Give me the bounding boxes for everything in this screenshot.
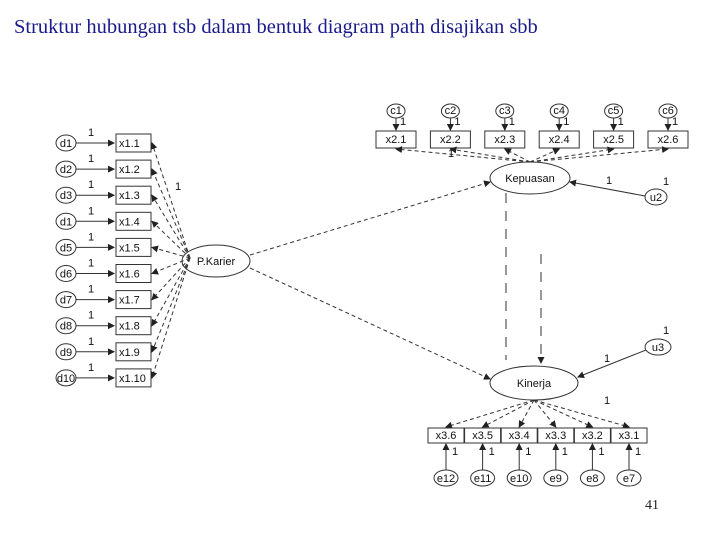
error-label: e12: [436, 473, 456, 485]
error-label: c4: [553, 105, 566, 117]
kinerja-loading-fix: 1: [604, 395, 611, 407]
error-label: c1: [390, 105, 402, 117]
indicator-label: x2.6: [657, 134, 679, 146]
loading-arrow: [152, 258, 190, 378]
path-karier-to-kinerja: [250, 268, 490, 379]
karier-indicators: [56, 127, 190, 387]
disturbance-u3-label: u3: [651, 342, 665, 354]
error-weight-label: 1: [598, 446, 605, 458]
error-weight-label: 1: [88, 309, 95, 322]
loading-arrow: [152, 258, 190, 352]
error-weight-label: 1: [88, 361, 95, 374]
loading-arrow: [396, 149, 530, 162]
error-label: d8: [59, 320, 73, 333]
indicator-label: x1.3: [119, 190, 140, 203]
indicator-label: x3.6: [435, 430, 457, 442]
loading-arrow: [534, 400, 592, 427]
path-u3-to-kinerja: [578, 350, 646, 377]
indicator-label: x1.6: [119, 268, 140, 281]
indicator-label: x1.8: [119, 320, 140, 333]
indicator-label: x3.2: [582, 430, 603, 442]
error-label: e7: [622, 473, 636, 485]
error-weight-label: 1: [88, 335, 95, 348]
latent-kepuasan-label: Kepuasan: [505, 173, 555, 185]
error-weight-label: 1: [563, 116, 570, 128]
loading-arrow: [152, 258, 190, 326]
error-label: c2: [444, 105, 457, 117]
error-label: e10: [510, 473, 529, 485]
loading-arrow: [152, 143, 190, 258]
indicator-label: x3.3: [545, 430, 567, 442]
error-weight-label: 1: [88, 283, 95, 296]
kepuasan-loading-fix: 1: [447, 148, 455, 160]
karier-loading-fix: 1: [175, 181, 182, 193]
indicator-label: x1.4: [119, 216, 140, 229]
indicator-label: x3.1: [618, 430, 640, 442]
error-weight-label: 1: [452, 446, 459, 458]
error-weight-label: 1: [525, 446, 532, 458]
error-weight-label: 1: [400, 116, 407, 128]
error-label: d9: [59, 346, 73, 359]
error-label: c5: [607, 105, 620, 117]
error-weight-label: 1: [88, 205, 95, 218]
error-label: d7: [59, 294, 73, 307]
error-label: d2: [59, 164, 73, 177]
loading-arrow: [152, 258, 190, 300]
indicator-label: x2.5: [603, 134, 624, 146]
error-weight-label: 1: [672, 116, 679, 128]
indicator-label: x1.10: [119, 372, 146, 385]
error-weight-label: 1: [88, 179, 95, 192]
error-label: d3: [59, 190, 73, 203]
u3-path-label: 1: [604, 353, 611, 365]
error-label: e8: [586, 473, 599, 485]
error-label: e11: [473, 473, 492, 485]
indicator-label: x1.2: [119, 164, 140, 177]
error-weight-label: 1: [508, 116, 515, 128]
kepuasan-indicators: [376, 104, 688, 162]
error-label: d10: [56, 372, 76, 385]
loading-arrow: [534, 400, 556, 427]
indicator-label: x2.3: [494, 134, 516, 146]
error-weight-label: 1: [88, 127, 95, 139]
loading-arrow: [534, 400, 629, 427]
u2-weight-label: 1: [663, 176, 670, 188]
page-number: 41: [645, 498, 659, 513]
loading-arrow: [530, 149, 668, 162]
u2-path-label: 1: [606, 175, 613, 187]
error-label: d6: [59, 268, 73, 281]
error-weight-label: 1: [88, 153, 95, 166]
path-karier-to-kepuasan: [250, 182, 490, 255]
indicator-label: x3.4: [508, 430, 530, 442]
error-weight-label: 1: [561, 446, 568, 458]
indicator-label: x1.9: [119, 346, 140, 359]
latent-karier-label: P.Karier: [196, 256, 236, 268]
error-label: d1: [59, 138, 73, 150]
indicator-label: x1.5: [119, 242, 140, 255]
disturbance-u2-label: u2: [649, 192, 663, 204]
loading-arrow: [152, 169, 190, 258]
error-weight-label: 1: [454, 116, 461, 128]
error-weight-label: 1: [617, 116, 624, 128]
error-label: c6: [662, 105, 674, 117]
error-weight-label: 1: [88, 257, 95, 270]
indicator-label: x2.1: [385, 134, 407, 146]
u3-weight-label: 1: [663, 325, 670, 337]
error-label: d5: [59, 242, 73, 255]
loading-arrow: [447, 148, 530, 162]
error-weight-label: 1: [88, 231, 95, 244]
latent-kinerja-label: Kinerja: [516, 378, 552, 390]
error-weight-label: 1: [488, 446, 495, 458]
indicator-label: x3.5: [472, 430, 493, 442]
slide-title: Struktur hubungan tsb dalam bentuk diagram path disajikan sbb: [14, 16, 538, 38]
kinerja-indicators: [428, 400, 647, 486]
indicator-label: x2.2: [440, 134, 461, 146]
indicator-label: x2.4: [548, 134, 570, 146]
indicator-label: x1.1: [119, 138, 140, 150]
error-label: c3: [498, 105, 511, 117]
error-weight-label: 1: [635, 446, 642, 458]
error-label: e9: [549, 473, 562, 485]
indicator-label: x1.7: [119, 294, 140, 307]
error-label: d1: [59, 216, 73, 229]
